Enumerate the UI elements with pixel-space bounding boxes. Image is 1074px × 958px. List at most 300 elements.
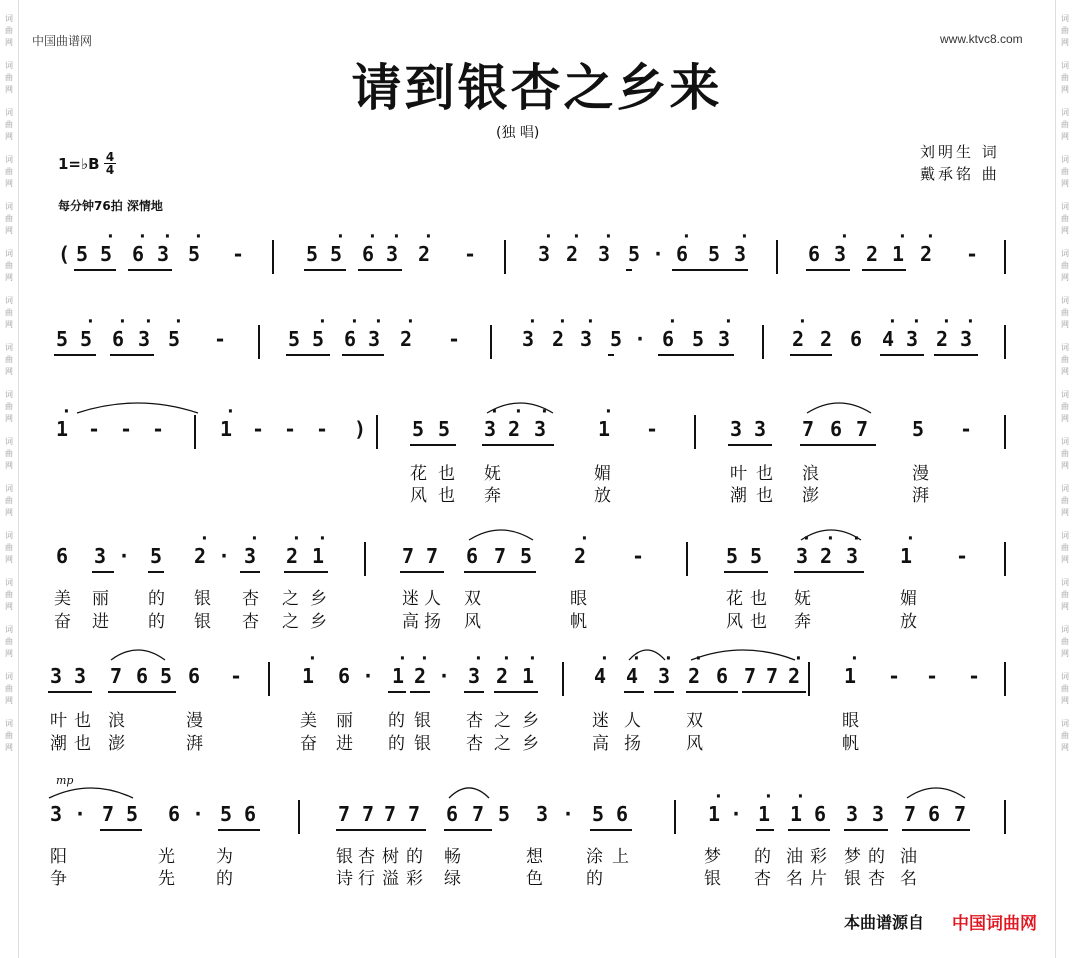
lyric-syllable: 扬 [624,734,641,754]
lyric-syllable: 双 [464,589,481,609]
beam-underline [672,269,748,271]
beam-underline [74,269,116,271]
bar-line [1004,800,1006,834]
note: 1 · [598,417,610,441]
lyric-syllable: 漫 [186,711,203,731]
beam-underline [724,571,768,573]
bracket: ) [354,417,367,441]
lyric-syllable: 美 [300,711,317,731]
dynamics-marking: mp [56,774,74,787]
lyric-syllable: 奋 [54,612,71,632]
note: 5 [126,802,139,826]
watermark-char: 词 [1061,484,1069,493]
lyric-syllable: 浪 [802,464,819,484]
lyric-syllable: 彩 [810,847,827,867]
note: 2 · [508,417,520,441]
note: 7 [102,802,115,826]
watermark-char: 网 [5,602,13,611]
sustain-dash: - [464,242,477,266]
note: 1 · [220,417,232,441]
note: 5 [438,417,451,441]
lyric-syllable: 先 [158,869,175,889]
lyric-syllable: 高 [592,734,609,754]
slur-arc [48,784,134,800]
note: 3 [94,544,107,568]
beam-underline [728,444,772,446]
note: 5 [412,417,425,441]
note: 2 · [788,664,800,688]
note: 5 [592,802,605,826]
note: 6 [244,802,257,826]
watermark-char: 网 [1061,414,1069,423]
lyric-syllable: 进 [92,612,109,632]
watermark-char: 网 [1061,649,1069,658]
sustain-dash: - [252,417,265,441]
note: 2 · [552,327,564,351]
watermark-char: 曲 [5,261,13,270]
watermark-char: 曲 [1061,637,1069,646]
bar-line [194,415,196,449]
key-signature: 1=♭B [58,155,100,173]
lyric-syllable: 风 [464,612,481,632]
watermark-char: 词 [5,202,13,211]
watermark-char: 网 [5,85,13,94]
watermark-char: 词 [5,437,13,446]
beam-underline [48,691,92,693]
note: 3 · [522,327,534,351]
note: 5 [726,544,739,568]
lyric-line [54,481,1010,506]
sustain-dash: - [88,417,101,441]
note: 5 [498,802,511,826]
note: 7 [856,417,869,441]
note: 3 · [386,242,398,266]
lyric-syllable: 银 [414,734,431,754]
lyric-syllable: 媚 [594,464,611,484]
watermark-char: 网 [5,132,13,141]
note: 7 [110,664,123,688]
watermark-char: 词 [5,249,13,258]
lyric-syllable: 为 [216,847,233,867]
note: 1 · [892,242,904,266]
watermark-char: 曲 [5,214,13,223]
watermark-char: 词 [5,108,13,117]
watermark-char: 曲 [1061,496,1069,505]
note: 1 · [790,802,802,826]
watermark-char: 曲 [5,590,13,599]
watermark-char: 网 [1061,743,1069,752]
note: 3 · [157,242,169,266]
watermark-char: 词 [5,484,13,493]
note: 7 [802,417,815,441]
source-label: 本曲谱源自 [844,913,925,932]
watermark-char: 网 [1061,696,1069,705]
dot-extension: · [634,327,647,351]
note: 7 [472,802,485,826]
lyric-syllable: 名 [900,869,917,889]
watermark-char: 曲 [1061,73,1069,82]
note: 7 [338,802,351,826]
note: 3 [536,802,549,826]
slur-arc [448,784,490,800]
note: 7 [494,544,507,568]
lyric-syllable: 风 [410,486,427,506]
sustain-dash: - [230,664,243,688]
lyric-syllable: 丽 [336,711,353,731]
watermark-char: 网 [1061,273,1069,282]
note: 5 [692,327,705,351]
lyric-syllable: 的 [148,589,165,609]
dot-extension: · [438,664,451,688]
watermark-char: 词 [1061,437,1069,446]
beam-underline [686,691,738,693]
lyric-syllable: 的 [388,711,405,731]
lyric-syllable: 湃 [912,486,929,506]
beam-underline [590,829,632,831]
lyric-syllable: 的 [586,869,603,889]
watermark-char: 词 [1061,155,1069,164]
watermark-char: 曲 [5,449,13,458]
beam-underline [410,691,430,693]
watermark-char: 网 [5,414,13,423]
note: 5 [708,242,721,266]
lyricist-credit: 刘明生 词 [920,143,1000,161]
lyric-syllable: 迷 [592,711,609,731]
note: 7 [384,802,397,826]
bar-line [562,662,564,696]
watermark-char: 网 [5,38,13,47]
sustain-dash: - [966,242,979,266]
watermark-char: 网 [5,508,13,517]
note: 2 · [414,664,426,688]
watermark-char: 曲 [5,355,13,364]
dot-extension: · [362,664,375,688]
watermark-char: 网 [5,320,13,329]
lyric-syllable: 澎 [802,486,819,506]
sustain-dash: - [152,417,165,441]
lyric-syllable: 银 [194,589,211,609]
watermark-char: 网 [1061,461,1069,470]
watermark-char: 曲 [1061,355,1069,364]
beam-underline [608,354,614,356]
beam-underline [410,444,456,446]
lyric-syllable: 人 [424,589,441,609]
note: 6 · [344,327,356,351]
lyric-syllable: 帆 [842,734,859,754]
watermark-char: 词 [1061,390,1069,399]
note: 5 [912,417,925,441]
watermark-char: 网 [1061,179,1069,188]
note: 3 · [538,242,550,266]
lyric-syllable: 浪 [108,711,125,731]
lyric-syllable: 也 [74,711,91,731]
lyric-syllable: 媚 [900,589,917,609]
lyric-syllable: 银 [414,711,431,731]
note: 1 · [56,417,68,441]
lyric-syllable: 色 [526,869,543,889]
beam-underline [100,829,142,831]
note: 5 · [312,327,324,351]
beam-underline [444,829,492,831]
bracket: ( [58,242,71,266]
note: 5 · [168,327,180,351]
lyric-syllable: 行 [358,869,375,889]
lyric-syllable: 油 [786,847,803,867]
lyric-syllable: 的 [148,612,165,632]
beam-underline [742,691,806,693]
watermark-char: 曲 [5,73,13,82]
bar-line [694,415,696,449]
note: 6 [616,802,629,826]
note: 6 [136,664,149,688]
watermark-char: 网 [1061,320,1069,329]
lyric-syllable: 迷 [402,589,419,609]
note: 3 · [484,417,496,441]
lyric-syllable: 奋 [300,734,317,754]
note: 1 · [522,664,534,688]
bar-line [1004,542,1006,576]
lyric-syllable: 杏 [754,869,771,889]
watermark-char: 词 [5,296,13,305]
watermark-char: 词 [5,719,13,728]
note: 2 · [194,544,206,568]
time-signature-denominator: 4 [105,163,115,177]
watermark-char: 曲 [5,684,13,693]
lyric-syllable: 银 [194,612,211,632]
slur-arc [690,646,796,662]
sustain-dash: - [232,242,245,266]
lyric-syllable: 妩 [794,589,811,609]
lyric-syllable: 之 [494,711,511,731]
note: 2 · [418,242,430,266]
watermark-char: 词 [1061,14,1069,23]
dot-extension: · [562,802,575,826]
note: 3 · [658,664,670,688]
watermark-char: 词 [1061,61,1069,70]
lyric-syllable: 绿 [444,869,461,889]
lyric-syllable: 潮 [730,486,747,506]
watermark-char: 曲 [1061,120,1069,129]
watermark-char: 网 [1061,602,1069,611]
lyric-syllable: 放 [900,612,917,632]
watermark-char: 词 [5,390,13,399]
note: 5 [750,544,763,568]
lyric-syllable: 帆 [570,612,587,632]
beam-underline [790,354,832,356]
note: 2 · [574,544,586,568]
note: 2 · [820,544,832,568]
note: 6 [928,802,941,826]
note: 5 [288,327,301,351]
bar-line [1004,415,1006,449]
note: 4 · [882,327,894,351]
beam-underline [218,829,260,831]
note: 2 · [400,327,412,351]
watermark-char: 词 [5,155,13,164]
note: 3 · [796,544,808,568]
watermark-char: 网 [5,649,13,658]
beam-underline [92,571,114,573]
bar-line [1004,325,1006,359]
note: 7 [904,802,917,826]
beam-underline [304,269,346,271]
note: 3 · [138,327,150,351]
watermark-char: 词 [1061,719,1069,728]
lyric-syllable: 诗 [336,869,353,889]
bar-line [776,240,778,274]
lyric-syllable: 乡 [522,711,539,731]
note: 7 [408,802,421,826]
slur-arc [806,399,872,415]
lyric-syllable: 扬 [424,612,441,632]
sustain-dash: - [214,327,227,351]
note: 5 · [188,242,200,266]
bar-line [686,542,688,576]
lyric-syllable: 也 [438,486,455,506]
watermark-char: 网 [1061,508,1069,517]
beam-underline [240,571,260,573]
lyric-syllable: 风 [686,734,703,754]
note: 5 · [330,242,342,266]
lyric-syllable: 彩 [406,869,423,889]
watermark-char: 网 [1061,132,1069,141]
lyric-syllable: 眼 [842,711,859,731]
bar-line [1004,662,1006,696]
note: 3 · [906,327,918,351]
note: 3 [872,802,885,826]
watermark-char: 词 [1061,296,1069,305]
watermark-char: 曲 [5,402,13,411]
sustain-dash: - [632,544,645,568]
lyric-syllable: 溢 [382,869,399,889]
note: 2 [820,327,833,351]
lyric-syllable: 片 [810,869,827,889]
bar-line [504,240,506,274]
beam-underline [806,269,850,271]
note: 6 [446,802,459,826]
note: 1 · [392,664,404,688]
time-signature [104,151,116,176]
beam-underline [862,269,906,271]
lyric-syllable: 也 [438,464,455,484]
beam-underline [128,269,172,271]
note: 3 · [368,327,380,351]
note: 5 [150,544,163,568]
sustain-dash: - [888,664,901,688]
lyric-syllable: 也 [750,612,767,632]
bar-line [272,240,274,274]
note: 3 · [580,327,592,351]
note: 4 · [626,664,638,688]
watermark-char: 曲 [5,543,13,552]
note: 4 · [594,664,606,688]
dot-extension: · [652,242,665,266]
watermark-char: 词 [1061,672,1069,681]
lyric-syllable: 乡 [522,734,539,754]
note: 6 · [362,242,374,266]
note: 6 [338,664,351,688]
site-watermark-left: 中国曲谱网 [32,34,93,48]
note: 5 · [100,242,112,266]
lyric-syllable: 光 [158,847,175,867]
watermark-char: 曲 [5,731,13,740]
lyric-syllable: 杏 [466,734,483,754]
lyric-syllable: 银 [844,869,861,889]
lyric-syllable: 争 [50,869,67,889]
sustain-dash: - [284,417,297,441]
sustain-dash: - [448,327,461,351]
lyric-syllable: 梦 [844,847,861,867]
watermark-char: 曲 [1061,261,1069,270]
note: 1 · [708,802,720,826]
watermark-char: 词 [5,625,13,634]
note: 1 · [844,664,856,688]
site-url-watermark: www.ktvc8.com [940,32,1023,46]
note: 7 [402,544,415,568]
lyric-syllable: 油 [900,847,917,867]
note: 5 [160,664,173,688]
dot-extension: · [74,802,87,826]
note: 5 [610,327,623,351]
note: 3 · [960,327,972,351]
lyric-syllable: 也 [750,589,767,609]
note: 3 [50,802,63,826]
watermark-char: 网 [5,273,13,282]
lyric-syllable: 放 [594,486,611,506]
lyric-syllable: 妩 [484,464,501,484]
right-watermark-strip [1055,0,1074,958]
bar-line [258,325,260,359]
watermark-char: 词 [1061,249,1069,258]
slur-arc [468,526,534,542]
time-signature-numerator: 4 [105,150,115,164]
beam-underline [54,354,96,356]
beam-underline [108,691,176,693]
watermark-char: 词 [5,61,13,70]
note: 3 · [718,327,730,351]
sustain-dash: - [960,417,973,441]
watermark-char: 词 [1061,343,1069,352]
lyric-syllable: 乡 [310,589,327,609]
note: 7 [426,544,439,568]
slur-arc [906,784,966,800]
notation-row [50,798,1010,838]
lyric-syllable: 潮 [50,734,67,754]
lyric-line [50,706,1010,731]
watermark-char: 网 [1061,85,1069,94]
lyric-syllable: 奔 [484,486,501,506]
note: 3 · [598,242,610,266]
beam-underline [110,354,154,356]
note: 1 · [758,802,770,826]
lyric-syllable: 名 [786,869,803,889]
slur-arc [110,646,166,662]
beam-underline [284,571,328,573]
lyric-syllable: 之 [282,612,299,632]
lyric-syllable: 双 [686,711,703,731]
lyric-syllable: 风 [726,612,743,632]
bar-line [1004,240,1006,274]
notation-row [50,660,1010,700]
watermark-char: 网 [1061,367,1069,376]
beam-underline [880,354,924,356]
performance-type: (独 唱) [496,125,540,141]
watermark-char: 词 [5,672,13,681]
lyric-syllable: 进 [336,734,353,754]
note: 6 [808,242,821,266]
watermark-char: 曲 [1061,684,1069,693]
note: 6 [830,417,843,441]
